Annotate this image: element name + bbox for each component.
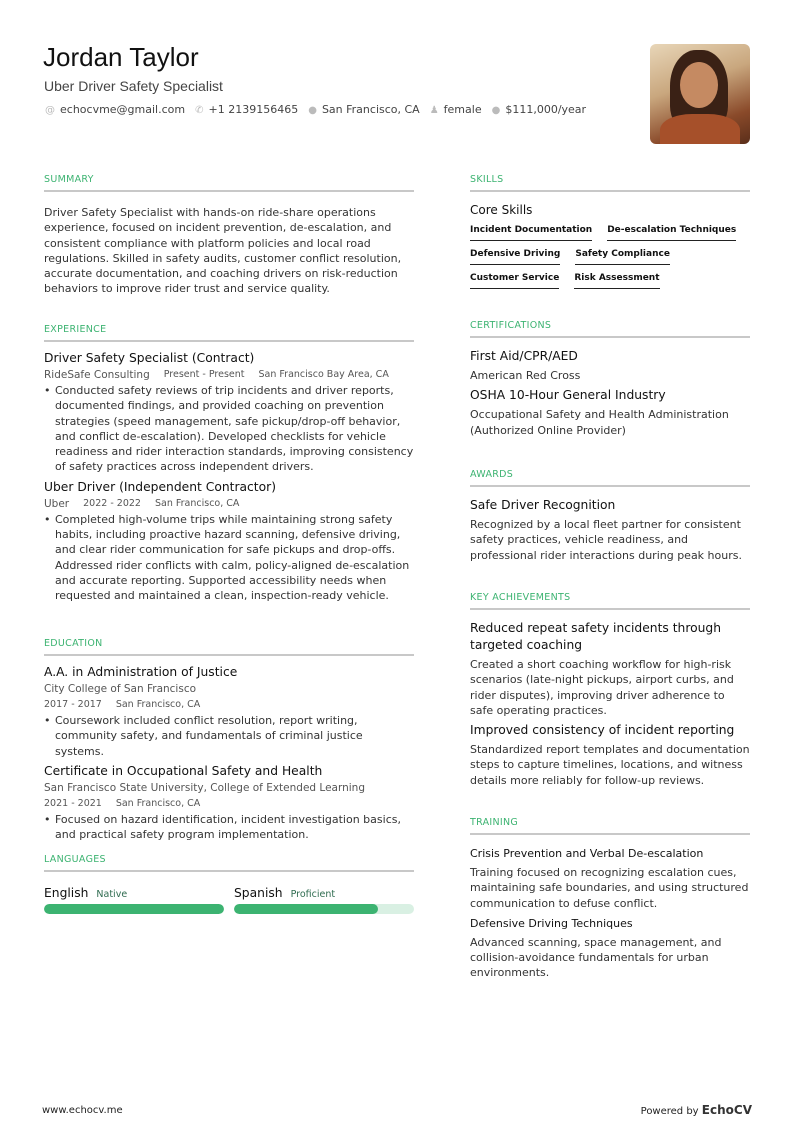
company: RideSafe Consulting [44,369,150,381]
bullet: • Completed high-volume trips while maintaining strong safety habits, including proactive hazard scanning, defensive driving, and clear rider communication for safe pickups and drop-offs. Addressed rider conflicts with calm, policy-aligned de-escalation and accurate reporting. Supported accessibility needs when requested and maintained a clean, inspection-ready vehicle. [44,512,414,604]
website-link[interactable]: www.echocv.me [42,1105,123,1116]
section-heading: LANGUAGES [44,854,414,872]
section-heading: EDUCATION [44,638,414,656]
award-name: Safe Driver Recognition [470,498,616,512]
school: San Francisco State University, College of Extended Learning [44,781,366,794]
location-icon: ● [308,105,317,116]
education-item [44,763,414,843]
achievement-name: Improved consistency of incident reporting [470,723,735,738]
proficiency-fill [44,904,224,914]
salary-icon: ● [491,105,501,116]
proficiency-fill [234,904,378,914]
bullet: • Conducted safety reviews of trip incidents and driver reports, documented findings, and provided coaching on prevention strategies (speed management, safe pickup/drop-off behavior, and conflict de-escalation). Developed checklists for vehicle readiness and rider interaction standards, improving consistency of safety practices across independent drivers. [44,383,414,475]
award-text: Recognized by a local fleet partner for consistent safety practices, vehicle readiness, and professional rider interactions during peak hours. [470,518,742,562]
proficiency-bar [44,904,224,914]
training-text: Training focused on recognizing escalation cues, maintaining safe boundaries, and using structured communication to defuse conflict. [470,866,749,910]
achievement-name: Reduced repeat safety incidents through targeted coaching [470,621,722,652]
section-heading: SUMMARY [44,174,414,192]
cert-name: OSHA 10-Hour General Industry [470,388,666,403]
phone-icon: ✆ [195,105,204,116]
training-text: Advanced scanning, space management, and collision-avoidance fundamentals for urban environments. [470,935,722,980]
dates: Present - Present [163,369,245,380]
degree: Certificate in Occupational Safety and Health [44,763,323,778]
position-title: Uber Driver (Independent Contractor) [44,479,277,494]
summary-text: Driver Safety Specialist with hands-on ride-share operations experience, focused on incident prevention, de-escalation, and consistent compliance with platform policies and local road regulations. Skilled in safety audits, customer conflict resolution, accurate documentation, and coaching drivers on risk-reduction behaviors to improve rider trust and service quality. [44,206,402,296]
section-heading: CERTIFICATIONS [470,320,750,338]
dates: 2022 - 2022 [83,497,141,509]
skill-tag: Risk Assessment [574,269,659,289]
training-name: Crisis Prevention and Verbal De-escalation [470,847,704,860]
email[interactable]: @ echocvme@gmail.com [45,103,186,116]
awards-section [470,469,750,563]
cert-issuer: Occupational Safety and Health Administration (Authorized Online Provider) [470,408,729,437]
location: San Francisco, CA [154,497,240,509]
location: San Francisco, CA [115,797,201,809]
person-icon: ♟ [429,105,439,116]
skill-tag: Customer Service [470,269,559,289]
gender: ♟ female [429,103,482,116]
at-icon: @ [45,105,55,116]
location: San Francisco, CA [115,699,201,710]
company: Uber [44,497,70,510]
language-spanish: Spanish Proficient [234,882,414,914]
section-heading: EXPERIENCE [44,324,414,342]
proficiency-bar [234,904,414,914]
cert-issuer: American Red Cross [470,369,581,382]
experience-section [44,324,414,604]
location: San Francisco Bay Area, CA [258,369,389,380]
education-section [44,638,414,842]
cert-name: First Aid/CPR/AED [470,349,578,363]
section-heading: SKILLS [470,174,750,192]
experience-item [44,350,414,475]
school: City College of San Francisco [44,683,197,695]
position-title: Driver Safety Specialist (Contract) [44,351,255,365]
salary: ● $111,000/year [491,103,587,116]
dates: 2021 - 2021 [44,797,102,809]
phone: ✆ +1 2139156465 [195,103,299,116]
section-heading: TRAINING [470,817,750,835]
skill-group: Core Skills [470,203,533,217]
skill-tag: Incident Documentation [470,221,592,241]
location: ● San Francisco, CA [308,103,420,116]
language-english: English Native [44,882,224,914]
bullet: • Coursework included conflict resolution, report writing, community safety, and fundamentals of criminal justice systems. [44,713,414,759]
skills-section [470,174,750,293]
dates: 2017 - 2017 [44,699,102,710]
training-name: Defensive Driving Techniques [470,916,633,930]
skill-tag: Safety Compliance [575,245,670,265]
job-title: Uber Driver Safety Specialist [44,78,223,94]
training-section [470,817,750,981]
skill-tag: Defensive Driving [470,245,560,265]
skill-tag: De-escalation Techniques [607,221,736,241]
bullet: • Focused on hazard identification, incident investigation basics, and practical safety program implementation. [44,812,414,843]
candidate-name: Jordan Taylor [43,42,199,72]
languages-section [44,854,414,914]
achievement-text: Created a short coaching workflow for high-risk scenarios (late-night pickups, airport curbs, and rider disputes), improving driver adherence to safe operating practices. [470,658,734,717]
section-heading: KEY ACHIEVEMENTS [470,592,750,610]
degree: A.A. in Administration of Justice [44,665,238,679]
brand-logo: EchoCV [701,1103,752,1117]
achievements-section [470,592,750,788]
experience-item [44,479,414,604]
contact-row [45,103,586,116]
summary-section [44,174,414,297]
profile-photo [650,44,750,144]
achievement-text: Standardized report templates and documentation steps to capture timelines, locations, and witness details more reliably for follow-up reviews. [470,743,750,787]
education-item [44,664,414,759]
certifications-section [470,320,750,438]
powered-by: Powered by EchoCV [640,1103,752,1117]
section-heading: AWARDS [470,469,750,487]
